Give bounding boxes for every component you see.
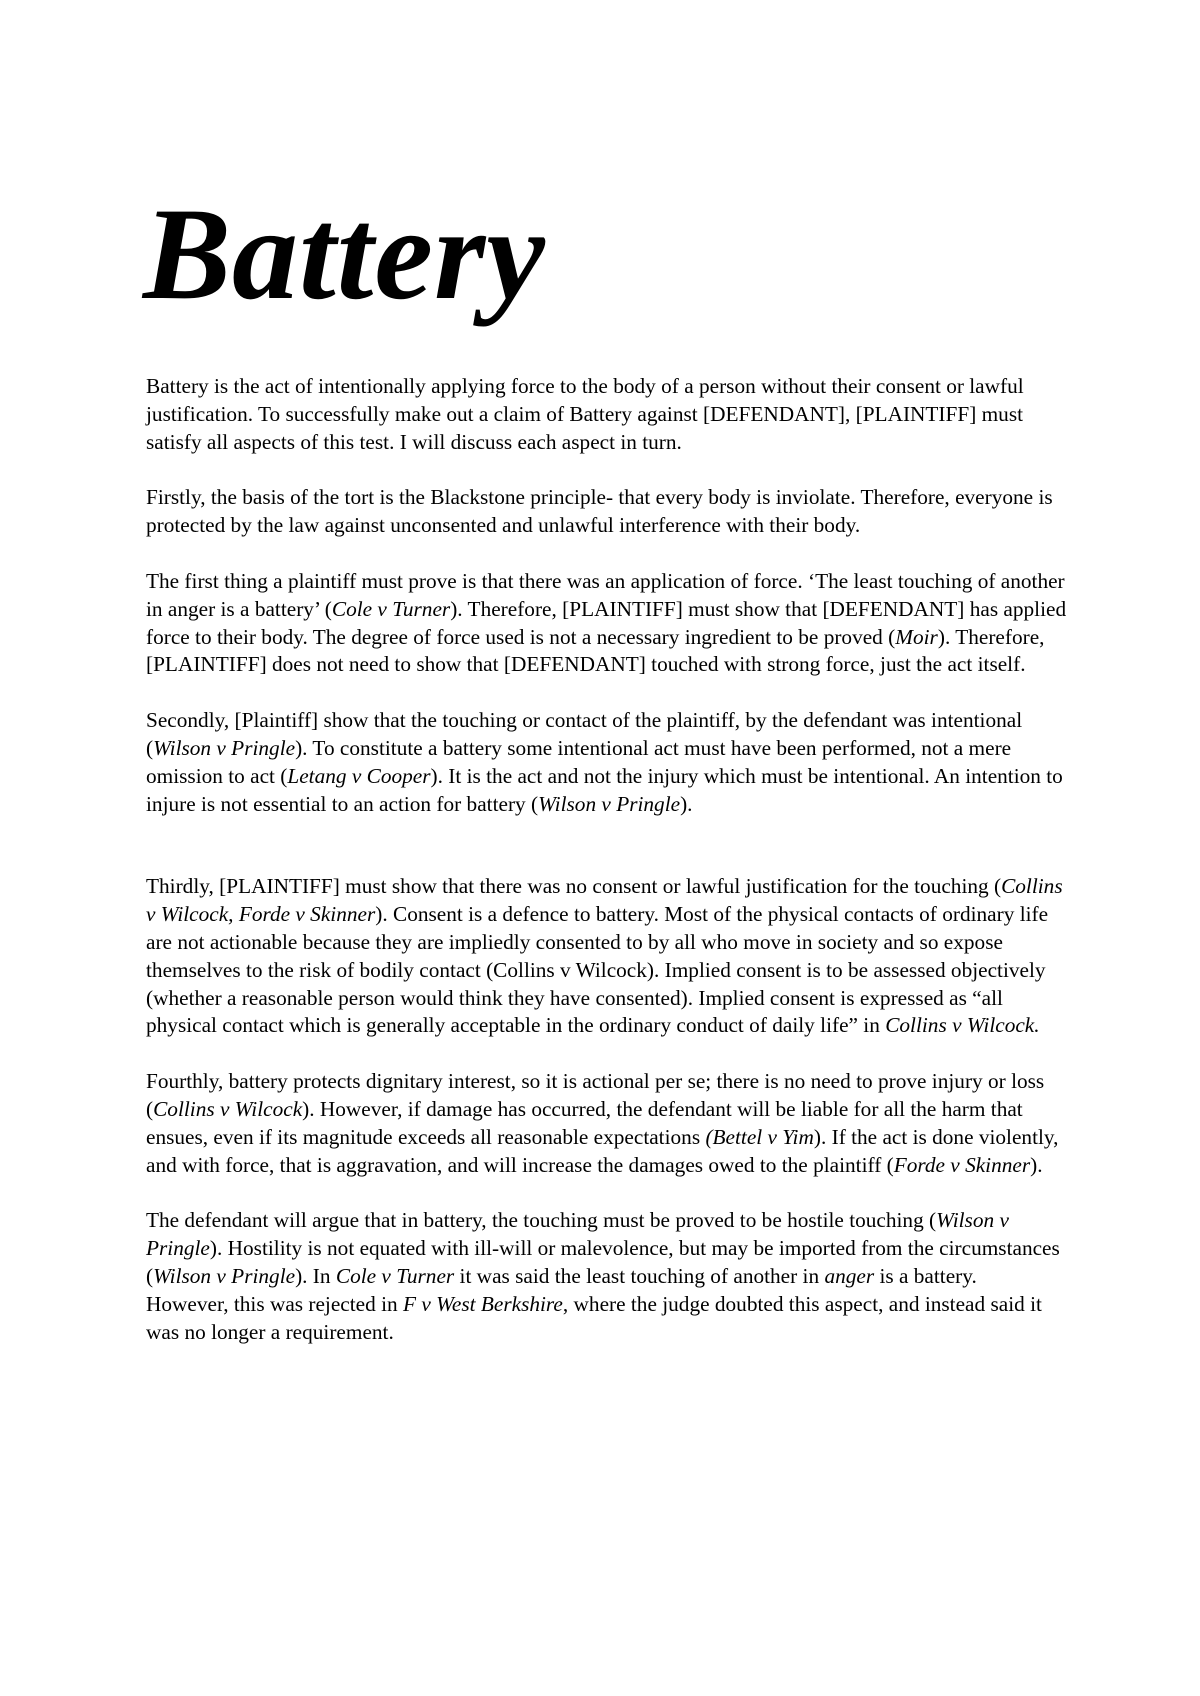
paragraph-definition — [146, 373, 1076, 456]
case-citation: anger — [824, 1263, 875, 1288]
case-citation: Collins v Wilcock, Forde v Skinner — [146, 874, 1063, 927]
text-run: ). However, if damage has occurred, the defendant will be liable for all the harm that ensues, even if its magnitude exceeds all reasonable expectations — [146, 1096, 1023, 1149]
case-citation: Wilson v Pringle — [153, 735, 296, 760]
case-citation: Wilson v Pringle — [146, 1208, 1009, 1261]
paragraph-consent — [146, 873, 1076, 1040]
text-run: The first thing a plaintiff must prove is that there was an application of force. ‘The least touching of another in anger is a battery’ ( — [146, 568, 1065, 621]
text-run: Battery is the act of intentionally applying force to the body of a person without their consent or lawful justification. To successfully make out a claim of Battery against [DEFENDANT], [PLAINTIFF] must satisfy all aspects of this test. I will discuss each aspect in turn. — [146, 374, 1024, 454]
case-citation: Cole v Turner — [331, 596, 451, 621]
paragraph-hostility — [146, 1207, 1076, 1290]
document-title: Battery — [143, 180, 546, 327]
case-citation: Wilson v Pringle — [153, 1263, 296, 1288]
text-run: Thirdly, [PLAINTIFF] must show that there was no consent or lawful justification for the touching ( — [146, 874, 1002, 899]
case-citation: (Bettel v Yim — [705, 1124, 814, 1149]
text-run: The defendant will argue that in battery, the touching must be proved to be hostile touching ( — [146, 1208, 937, 1233]
case-citation: Cole v Turner — [335, 1263, 455, 1288]
paragraph-blackstone-principle — [146, 484, 1076, 540]
text-run: it was said the least touching of another in — [454, 1263, 825, 1288]
case-citation: Collins v Wilcock. — [885, 1013, 1040, 1038]
text-run: Secondly, [Plaintiff] show that the touching or contact of the plaintiff, by the defendant was intentional ( — [146, 708, 1023, 760]
text-run: , where the judge doubted this aspect, and instead said it was no longer a requirement. — [146, 1291, 1042, 1344]
case-citation: Forde v Skinner — [893, 1152, 1031, 1177]
case-citation: Collins v Wilcock — [153, 1096, 303, 1121]
text-run: ). If the act is done violently, and with force, that is aggravation, and will increase the damages owed to the plaintiff ( — [146, 1124, 1059, 1177]
text-run: ). — [1030, 1152, 1043, 1177]
text-run: ). Therefore, [PLAINTIFF] does not need to show that [DEFENDANT] touched with strong force, just the act itself. — [146, 624, 1045, 677]
text-run: However, this was rejected in — [146, 1291, 403, 1316]
paragraph-west-berkshire — [146, 1291, 1076, 1347]
paragraph-intention — [146, 707, 1076, 818]
text-run: ). Therefore, [PLAINTIFF] must show that [DEFENDANT] has applied force to their body. The degree of force used is not a necessary ingredient to be proved ( — [146, 596, 1067, 649]
text-run: ). It is the act and not the injury which must be intentional. An intention to injure is not essential to an action for battery ( — [146, 763, 1063, 816]
text-run: ). Hostility is not equated with ill-will or malevolence, but may be imported from the circumstances ( — [146, 1236, 1060, 1288]
paragraph-dignitary-interest — [146, 1068, 1076, 1179]
document-body — [146, 373, 1076, 1346]
case-citation: F v West Berkshire — [403, 1291, 563, 1316]
text-run: Fourthly, battery protects dignitary interest, so it is actional per se; there is no need to prove injury or loss ( — [146, 1069, 1045, 1121]
case-citation: Letang v Cooper — [287, 763, 431, 788]
text-run: is a battery. — [874, 1263, 977, 1288]
paragraph-application-of-force — [146, 568, 1076, 679]
case-citation: Wilson v Pringle — [538, 791, 681, 816]
case-citation: Moir — [895, 624, 938, 649]
text-run: ). Consent is a defence to battery. Most of the physical contacts of ordinary life are not actionable because they are impliedly consented to by all who move in society and so expose themselves to the risk of bodily contact (Collins v Wilcock). Implied consent is to be assessed objectively (whether a reasonable person would think they have consented). Implied consent is expressed as “all physical contact which is generally acceptable in the ordinary conduct of daily life” in — [146, 902, 1049, 1038]
text-run: ). — [680, 791, 693, 816]
text-run: Firstly, the basis of the tort is the Blackstone principle- that every body is inviolate. Therefore, everyone is protected by the law against unconsented and unlawful interference with their body. — [146, 485, 1053, 538]
text-run: ). To constitute a battery some intentional act must have been performed, not a mere omission to act ( — [146, 735, 1012, 788]
text-run: ). In — [295, 1263, 336, 1288]
